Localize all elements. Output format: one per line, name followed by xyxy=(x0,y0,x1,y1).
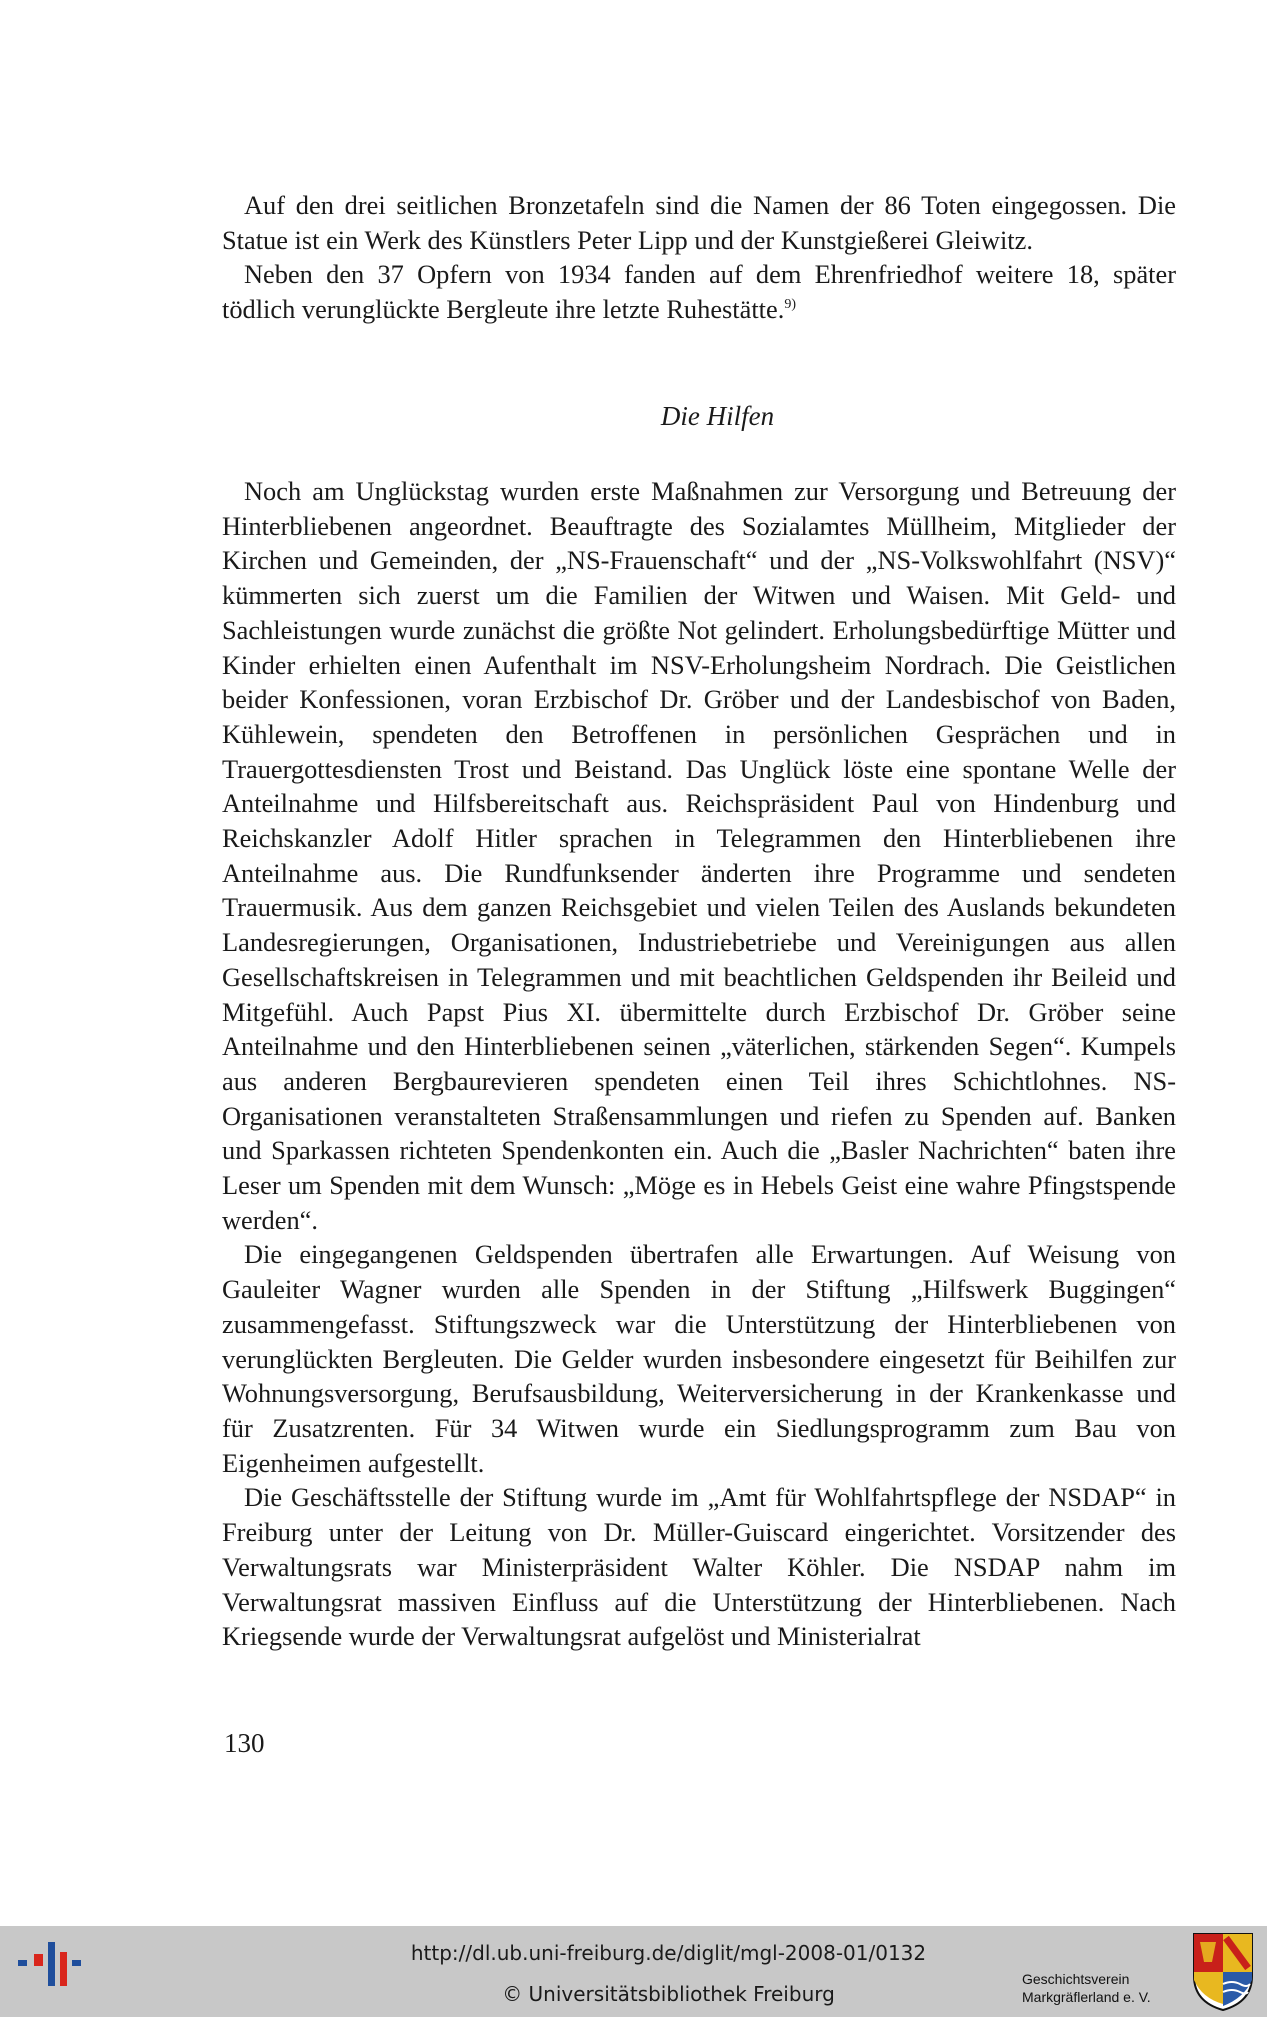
footer-url[interactable]: http://dl.ub.uni-freiburg.de/diglit/mgl-2008-01/0132 xyxy=(410,1941,927,1965)
body-text-main xyxy=(222,474,1176,1654)
footnote-reference: 9) xyxy=(784,297,796,313)
paragraph-bronze-plates: Auf den drei seitlichen Bronzetafeln sind die Namen der 86 Toten eingegossen. Die Statue ist ein Werk des Künstlers Peter Lipp und der Kunstgießerei Gleiwitz. xyxy=(222,190,1176,255)
paragraph-memorial-cemetery xyxy=(222,257,1176,326)
page-number: 130 xyxy=(224,1728,265,1758)
society-name xyxy=(1022,1970,1151,2006)
section-heading: Die Hilfen xyxy=(660,401,775,431)
coat-of-arms-icon xyxy=(1192,1932,1254,2017)
society-line-2: Markgräflerland e. V. xyxy=(1022,1989,1151,2005)
society-line-1: Geschichtsverein xyxy=(1022,1971,1130,1987)
footer-copyright: © Universitätsbibliothek Freiburg xyxy=(502,1982,835,2006)
paragraph-memorial-cemetery-text: Neben den 37 Opfern von 1934 fanden auf dem Ehrenfriedhof weitere 18, später tödlich verunglückte Bergleute ihre letzte Ruhestätte. xyxy=(222,259,1176,325)
paragraph-foundation-office: Die Geschäftsstelle der Stiftung wurde im „Amt für Wohlfahrtspflege der NSDAP“ in Freiburg unter der Leitung von Dr. Müller-Guiscard eingerichtet. Vorsitzender des Verwaltungsrats war Ministerpräsident Walter Köhler. Die NSDAP nahm im Verwaltungsrat massiven Einfluss auf die Unterstützung der Hinterbliebenen. Nach Kriegsende wurde der Verwaltungsrat aufgelöst und Ministerialrat xyxy=(222,1482,1176,1652)
paragraph-first-measures: Noch am Unglückstag wurden erste Maßnahmen zur Versorgung und Betreuung der Hinterbliebenen angeordnet. Beauftragte des Sozialamtes Müllheim, Mitglieder der Kirchen und Gemeinden, der „NS-Frauenschaft“ und der „NS-Volkswohlfahrt (NSV)“ kümmerten sich zuerst um die Familien der Witwen und Waisen. Mit Geld- und Sachleistungen wurde zunächst die größte Not gelindert. Erholungsbedürftige Mütter und Kinder erhielten einen Aufenthalt im NSV-Erholungsheim Nordrach. Die Geistlichen beider Konfessionen, voran Erzbischof Dr. Gröber und der Landesbischof von Baden, Kühlewein, spendeten den Betroffenen in persönlichen Gesprächen und in Trauergottesdiensten Trost und Beistand. Das Unglück löste eine spontane Welle der Anteilnahme und Hilfsbereitschaft aus. Reichspräsident Paul von Hindenburg und Reichskanzler Adolf Hitler sprachen in Telegrammen den Hinterbliebenen ihre Anteilnahme aus. Die Rundfunksender änderten ihre Programme und sendeten Trauermusik. Aus dem ganzen Reichsgebiet und vielen Teilen des Auslands bekundeten Landesregierungen, Organisationen, Industriebetriebe und Vereinigungen aus allen Gesellschaftskreisen in Telegrammen und mit beachtlichen Geldspenden ihr Beileid und Mitgefühl. Auch Papst Pius XI. übermittelte durch Erzbischof Dr. Gröber seine Anteilnahme und den Hinterbliebenen seinen „väterlichen, stärkenden Segen“. Kumpels aus anderen Bergbaurevieren spendeten einen Teil ihres Schichtlohnes. NS-Organisationen veranstalteten Straßensammlungen und riefen zu Spenden auf. Banken und Sparkassen richteten Spendenkonten ein. Auch die „Basler Nachrichten“ baten ihre Leser um Spenden mit dem Wunsch: „Möge es in Hebels Geist eine wahre Pfingstspende werden“. xyxy=(222,476,1176,1235)
body-text-top xyxy=(222,188,1176,327)
paragraph-donations: Die eingegangenen Geldspenden übertrafen alle Erwartungen. Auf Weisung von Gauleiter Wagner wurden alle Spenden in der Stiftung „Hilfswerk Buggingen“ zusammengefasst. Stiftungszweck war die Unterstützung der Hinterbliebenen von verunglückten Bergleuten. Die Gelder wurden insbesondere eingesetzt für Beihilfen zur Wohnungsversorgung, Berufsausbildung, Weiterversicherung in der Krankenkasse und für Zusatzrenten. Für 34 Witwen wurde ein Siedlungsprogramm zum Bau von Eigenheimen aufgestellt. xyxy=(222,1239,1176,1478)
